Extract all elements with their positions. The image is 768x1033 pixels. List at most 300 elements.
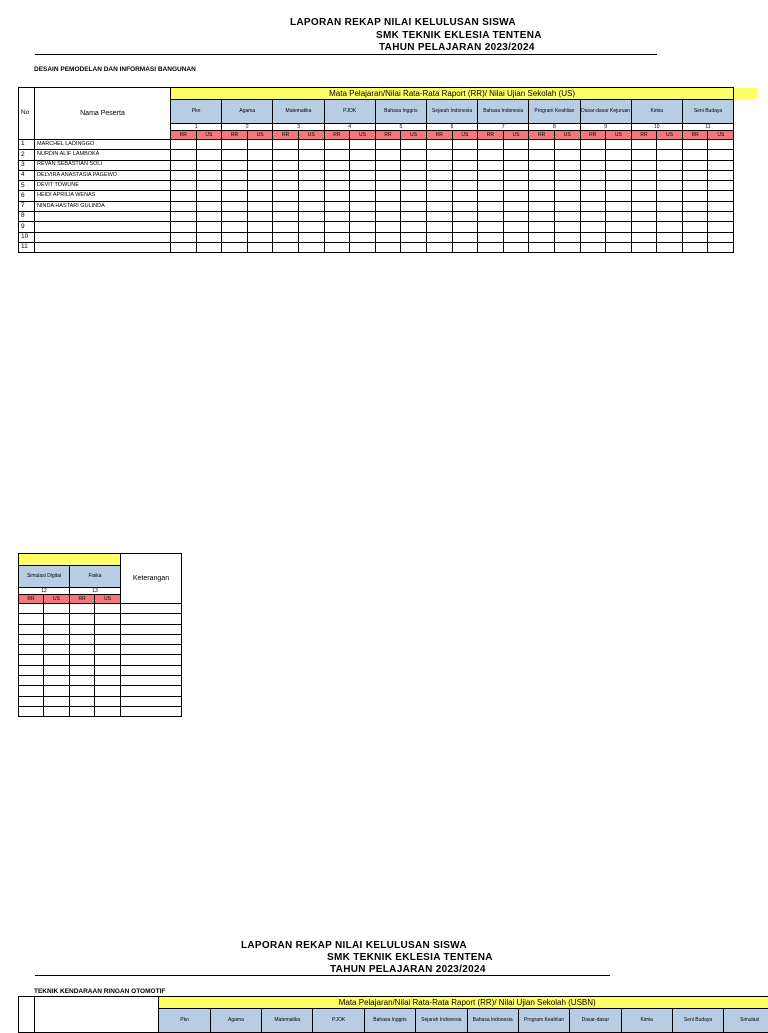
grade-cell[interactable] bbox=[247, 181, 273, 191]
grade-cell[interactable] bbox=[324, 201, 350, 211]
grade-cell[interactable] bbox=[19, 614, 44, 624]
grade-cell[interactable] bbox=[350, 170, 376, 180]
grade-cell[interactable] bbox=[171, 181, 197, 191]
grade-cell[interactable] bbox=[44, 624, 70, 634]
grade-cell[interactable] bbox=[529, 222, 555, 232]
grade-cell[interactable] bbox=[708, 232, 734, 242]
grade-cell[interactable] bbox=[606, 242, 632, 252]
grade-cell[interactable] bbox=[529, 181, 555, 191]
grade-cell[interactable] bbox=[452, 232, 478, 242]
grade-cell[interactable] bbox=[19, 634, 44, 644]
grade-cell[interactable] bbox=[657, 170, 683, 180]
grade-cell[interactable] bbox=[171, 201, 197, 211]
grade-cell[interactable] bbox=[44, 604, 70, 614]
grade-cell[interactable] bbox=[426, 242, 452, 252]
grade-cell[interactable] bbox=[682, 212, 708, 222]
grade-cell[interactable] bbox=[478, 222, 504, 232]
grade-cell[interactable] bbox=[478, 242, 504, 252]
grade-cell[interactable] bbox=[529, 170, 555, 180]
grade-cell[interactable] bbox=[657, 212, 683, 222]
grade-cell[interactable] bbox=[95, 696, 121, 706]
grade-cell[interactable] bbox=[44, 665, 70, 675]
grade-cell[interactable] bbox=[95, 665, 121, 675]
grade-cell[interactable] bbox=[375, 170, 401, 180]
grade-cell[interactable] bbox=[503, 150, 529, 160]
grade-cell[interactable] bbox=[196, 222, 222, 232]
grade-cell[interactable] bbox=[426, 201, 452, 211]
grade-cell[interactable] bbox=[529, 242, 555, 252]
grade-cell[interactable] bbox=[401, 181, 427, 191]
grade-cell[interactable] bbox=[247, 160, 273, 170]
grade-cell[interactable] bbox=[375, 212, 401, 222]
grade-cell[interactable] bbox=[375, 232, 401, 242]
grade-cell[interactable] bbox=[247, 242, 273, 252]
grade-cell[interactable] bbox=[606, 140, 632, 150]
grade-cell[interactable] bbox=[222, 232, 248, 242]
grade-cell[interactable] bbox=[708, 191, 734, 201]
grade-cell[interactable] bbox=[273, 222, 299, 232]
grade-cell[interactable] bbox=[298, 170, 324, 180]
keterangan-cell[interactable] bbox=[121, 624, 182, 634]
grade-cell[interactable] bbox=[222, 222, 248, 232]
grade-cell[interactable] bbox=[478, 150, 504, 160]
grade-cell[interactable] bbox=[452, 160, 478, 170]
grade-cell[interactable] bbox=[554, 201, 580, 211]
grade-cell[interactable] bbox=[70, 634, 95, 644]
grade-cell[interactable] bbox=[426, 191, 452, 201]
grade-cell[interactable] bbox=[196, 181, 222, 191]
grade-cell[interactable] bbox=[44, 686, 70, 696]
grade-cell[interactable] bbox=[324, 212, 350, 222]
grade-cell[interactable] bbox=[631, 160, 657, 170]
grade-cell[interactable] bbox=[529, 232, 555, 242]
grade-cell[interactable] bbox=[606, 191, 632, 201]
grade-cell[interactable] bbox=[606, 170, 632, 180]
grade-cell[interactable] bbox=[70, 645, 95, 655]
grade-cell[interactable] bbox=[503, 191, 529, 201]
grade-cell[interactable] bbox=[682, 170, 708, 180]
grade-cell[interactable] bbox=[196, 160, 222, 170]
grade-cell[interactable] bbox=[19, 676, 44, 686]
grade-cell[interactable] bbox=[247, 170, 273, 180]
grade-cell[interactable] bbox=[503, 140, 529, 150]
grade-cell[interactable] bbox=[580, 201, 606, 211]
grade-cell[interactable] bbox=[401, 201, 427, 211]
grade-cell[interactable] bbox=[426, 232, 452, 242]
grade-cell[interactable] bbox=[554, 212, 580, 222]
grade-cell[interactable] bbox=[95, 614, 121, 624]
grade-cell[interactable] bbox=[171, 242, 197, 252]
grade-cell[interactable] bbox=[324, 222, 350, 232]
grade-cell[interactable] bbox=[478, 140, 504, 150]
grade-cell[interactable] bbox=[580, 140, 606, 150]
keterangan-cell[interactable] bbox=[121, 686, 182, 696]
keterangan-cell[interactable] bbox=[121, 604, 182, 614]
grade-cell[interactable] bbox=[247, 212, 273, 222]
grade-cell[interactable] bbox=[375, 150, 401, 160]
grade-cell[interactable] bbox=[70, 655, 95, 665]
keterangan-cell[interactable] bbox=[121, 696, 182, 706]
grade-cell[interactable] bbox=[196, 150, 222, 160]
grade-cell[interactable] bbox=[580, 191, 606, 201]
grade-cell[interactable] bbox=[375, 201, 401, 211]
grade-cell[interactable] bbox=[657, 181, 683, 191]
grade-cell[interactable] bbox=[426, 160, 452, 170]
grade-cell[interactable] bbox=[44, 634, 70, 644]
grade-cell[interactable] bbox=[273, 212, 299, 222]
grade-cell[interactable] bbox=[247, 140, 273, 150]
grade-cell[interactable] bbox=[606, 150, 632, 160]
grade-cell[interactable] bbox=[529, 150, 555, 160]
grade-cell[interactable] bbox=[196, 170, 222, 180]
grade-cell[interactable] bbox=[682, 160, 708, 170]
grade-cell[interactable] bbox=[19, 706, 44, 716]
grade-cell[interactable] bbox=[682, 201, 708, 211]
grade-cell[interactable] bbox=[708, 181, 734, 191]
grade-cell[interactable] bbox=[247, 232, 273, 242]
grade-cell[interactable] bbox=[298, 140, 324, 150]
grade-cell[interactable] bbox=[631, 181, 657, 191]
grade-cell[interactable] bbox=[478, 201, 504, 211]
grade-cell[interactable] bbox=[273, 150, 299, 160]
grade-cell[interactable] bbox=[350, 212, 376, 222]
grade-cell[interactable] bbox=[95, 676, 121, 686]
grade-cell[interactable] bbox=[273, 232, 299, 242]
student-row bbox=[19, 140, 734, 150]
grade-cell[interactable] bbox=[580, 160, 606, 170]
grade-cell[interactable] bbox=[554, 181, 580, 191]
grade-cell[interactable] bbox=[324, 140, 350, 150]
grade-cell[interactable] bbox=[657, 150, 683, 160]
grade-cell[interactable] bbox=[273, 191, 299, 201]
keterangan-cell[interactable] bbox=[121, 676, 182, 686]
grade-cell[interactable] bbox=[401, 242, 427, 252]
grade-cell[interactable] bbox=[580, 170, 606, 180]
grade-cell[interactable] bbox=[375, 140, 401, 150]
grade-cell[interactable] bbox=[708, 201, 734, 211]
grade-cell[interactable] bbox=[19, 665, 44, 675]
grade-cell[interactable] bbox=[631, 222, 657, 232]
grade-cell[interactable] bbox=[478, 232, 504, 242]
grade-cell[interactable] bbox=[95, 706, 121, 716]
grade-cell[interactable] bbox=[631, 242, 657, 252]
grade-cell[interactable] bbox=[247, 191, 273, 201]
grade-cell[interactable] bbox=[273, 170, 299, 180]
grade-cell[interactable] bbox=[452, 212, 478, 222]
grade-cell[interactable] bbox=[426, 222, 452, 232]
grade-cell[interactable] bbox=[19, 624, 44, 634]
grade-cell[interactable] bbox=[452, 191, 478, 201]
grade-cell[interactable] bbox=[196, 191, 222, 201]
grade-cell[interactable] bbox=[196, 201, 222, 211]
grade-cell[interactable] bbox=[657, 242, 683, 252]
grade-cell[interactable] bbox=[606, 212, 632, 222]
grade-cell[interactable] bbox=[708, 160, 734, 170]
grade-cell[interactable] bbox=[375, 242, 401, 252]
grade-cell[interactable] bbox=[171, 222, 197, 232]
grade-cell[interactable] bbox=[478, 181, 504, 191]
grade-cell[interactable] bbox=[171, 160, 197, 170]
grade-cell[interactable] bbox=[631, 191, 657, 201]
grade-cell[interactable] bbox=[503, 242, 529, 252]
grade-cell[interactable] bbox=[478, 170, 504, 180]
grade-cell[interactable] bbox=[631, 201, 657, 211]
grade-cell[interactable] bbox=[606, 160, 632, 170]
grade-cell[interactable] bbox=[401, 212, 427, 222]
grade-cell[interactable] bbox=[298, 232, 324, 242]
grade-cell[interactable] bbox=[708, 212, 734, 222]
grade-cell[interactable] bbox=[222, 201, 248, 211]
grade-cell[interactable] bbox=[554, 160, 580, 170]
grade-cell[interactable] bbox=[375, 160, 401, 170]
grade-cell[interactable] bbox=[324, 160, 350, 170]
grade-cell[interactable] bbox=[298, 181, 324, 191]
grade-cell[interactable] bbox=[503, 212, 529, 222]
grade-cell[interactable] bbox=[708, 150, 734, 160]
grade-cell[interactable] bbox=[375, 191, 401, 201]
grade-cell[interactable] bbox=[401, 160, 427, 170]
grade-cell[interactable] bbox=[70, 706, 95, 716]
grade-cell[interactable] bbox=[70, 604, 95, 614]
grade-cell[interactable] bbox=[529, 140, 555, 150]
grade-cell[interactable] bbox=[682, 232, 708, 242]
grade-cell[interactable] bbox=[452, 242, 478, 252]
keterangan-cell[interactable] bbox=[121, 655, 182, 665]
grade-cell[interactable] bbox=[273, 201, 299, 211]
grade-cell[interactable] bbox=[44, 645, 70, 655]
grade-cell[interactable] bbox=[503, 181, 529, 191]
grade-cell[interactable] bbox=[19, 604, 44, 614]
grade-cell[interactable] bbox=[606, 201, 632, 211]
grade-cell[interactable] bbox=[580, 150, 606, 160]
grade-cell[interactable] bbox=[682, 222, 708, 232]
grade-cell[interactable] bbox=[503, 201, 529, 211]
grade-cell[interactable] bbox=[298, 150, 324, 160]
grade-cell[interactable] bbox=[171, 232, 197, 242]
grade-cell[interactable] bbox=[44, 696, 70, 706]
grade-cell[interactable] bbox=[529, 191, 555, 201]
grade-cell[interactable] bbox=[171, 140, 197, 150]
grade-cell[interactable] bbox=[631, 150, 657, 160]
grade-cell[interactable] bbox=[554, 222, 580, 232]
grade-cell[interactable] bbox=[19, 686, 44, 696]
grade-cell[interactable] bbox=[324, 170, 350, 180]
grade-cell[interactable] bbox=[95, 604, 121, 614]
grade-cell[interactable] bbox=[247, 201, 273, 211]
grade-cell[interactable] bbox=[95, 686, 121, 696]
grade-cell[interactable] bbox=[95, 645, 121, 655]
keterangan-cell[interactable] bbox=[121, 665, 182, 675]
grade-cell[interactable] bbox=[452, 150, 478, 160]
grade-cell[interactable] bbox=[554, 140, 580, 150]
grade-cell[interactable] bbox=[682, 181, 708, 191]
keterangan-cell[interactable] bbox=[121, 634, 182, 644]
grade-cell[interactable] bbox=[657, 140, 683, 150]
grade-cell[interactable] bbox=[580, 232, 606, 242]
grade-cell[interactable] bbox=[426, 170, 452, 180]
grade-cell[interactable] bbox=[298, 160, 324, 170]
grade-cell[interactable] bbox=[580, 222, 606, 232]
grade-cell[interactable] bbox=[478, 160, 504, 170]
grade-cell[interactable] bbox=[657, 191, 683, 201]
grade-cell[interactable] bbox=[324, 232, 350, 242]
grade-cell[interactable] bbox=[196, 232, 222, 242]
grade-cell[interactable] bbox=[350, 140, 376, 150]
grade-cell[interactable] bbox=[222, 160, 248, 170]
grade-cell[interactable] bbox=[657, 160, 683, 170]
grade-cell[interactable] bbox=[529, 160, 555, 170]
grade-cell[interactable] bbox=[70, 676, 95, 686]
grade-cell[interactable] bbox=[324, 181, 350, 191]
grade-cell[interactable] bbox=[708, 170, 734, 180]
grade-cell[interactable] bbox=[631, 140, 657, 150]
grade-cell[interactable] bbox=[503, 170, 529, 180]
grade-cell[interactable] bbox=[708, 242, 734, 252]
grade-cell[interactable] bbox=[350, 242, 376, 252]
grade-cell[interactable] bbox=[401, 140, 427, 150]
subject-number: 9 bbox=[580, 124, 631, 131]
grade-cell[interactable] bbox=[273, 242, 299, 252]
grade-cell[interactable] bbox=[222, 181, 248, 191]
grade-cell[interactable] bbox=[529, 212, 555, 222]
grade-cell[interactable] bbox=[606, 181, 632, 191]
grade-cell[interactable] bbox=[222, 242, 248, 252]
grade-cell[interactable] bbox=[452, 201, 478, 211]
grade-cell[interactable] bbox=[44, 706, 70, 716]
grade-cell[interactable] bbox=[401, 191, 427, 201]
grade-cell[interactable] bbox=[554, 232, 580, 242]
grade-cell[interactable] bbox=[350, 201, 376, 211]
grade-cell[interactable] bbox=[247, 222, 273, 232]
subject-header: Pkn bbox=[171, 100, 222, 124]
grade-cell[interactable] bbox=[324, 242, 350, 252]
grade-cell[interactable] bbox=[95, 634, 121, 644]
grade-cell[interactable] bbox=[657, 232, 683, 242]
grade-cell[interactable] bbox=[273, 140, 299, 150]
grade-cell[interactable] bbox=[298, 242, 324, 252]
grade-cell[interactable] bbox=[657, 222, 683, 232]
grade-cell[interactable] bbox=[452, 140, 478, 150]
grade-cell[interactable] bbox=[580, 212, 606, 222]
grade-cell[interactable] bbox=[350, 150, 376, 160]
grade-cell[interactable] bbox=[401, 150, 427, 160]
grade-cell[interactable] bbox=[682, 242, 708, 252]
grade-cell[interactable] bbox=[682, 191, 708, 201]
grade-cell[interactable] bbox=[44, 676, 70, 686]
grade-cell[interactable] bbox=[606, 222, 632, 232]
grade-cell[interactable] bbox=[503, 160, 529, 170]
grade-cell[interactable] bbox=[554, 191, 580, 201]
grade-cell[interactable] bbox=[375, 222, 401, 232]
grade-cell[interactable] bbox=[298, 222, 324, 232]
grade-cell[interactable] bbox=[452, 222, 478, 232]
grade-cell[interactable] bbox=[350, 232, 376, 242]
grade-cell[interactable] bbox=[273, 160, 299, 170]
grade-cell[interactable] bbox=[222, 212, 248, 222]
grade-cell[interactable] bbox=[247, 150, 273, 160]
grade-cell[interactable] bbox=[171, 212, 197, 222]
grade-cell[interactable] bbox=[95, 624, 121, 634]
grade-cell[interactable] bbox=[606, 232, 632, 242]
grade-cell[interactable] bbox=[19, 696, 44, 706]
grade-cell[interactable] bbox=[324, 191, 350, 201]
grade-cell[interactable] bbox=[682, 150, 708, 160]
keterangan-cell[interactable] bbox=[121, 614, 182, 624]
grade-cell[interactable] bbox=[682, 140, 708, 150]
grade-cell[interactable] bbox=[324, 150, 350, 160]
grade-cell[interactable] bbox=[350, 222, 376, 232]
keterangan-cell[interactable] bbox=[121, 645, 182, 655]
grade-cell[interactable] bbox=[44, 655, 70, 665]
grade-cell[interactable] bbox=[171, 150, 197, 160]
grade-cell[interactable] bbox=[708, 222, 734, 232]
grade-cell[interactable] bbox=[478, 212, 504, 222]
grade-cell[interactable] bbox=[70, 696, 95, 706]
grade-cell[interactable] bbox=[657, 201, 683, 211]
grade-cell[interactable] bbox=[70, 686, 95, 696]
grade-cell[interactable] bbox=[503, 232, 529, 242]
grade-cell[interactable] bbox=[426, 140, 452, 150]
grade-cell[interactable] bbox=[554, 150, 580, 160]
grade-cell[interactable] bbox=[298, 201, 324, 211]
keterangan-cell[interactable] bbox=[121, 706, 182, 716]
grade-cell[interactable] bbox=[554, 170, 580, 180]
grade-cell[interactable] bbox=[631, 212, 657, 222]
grade-cell[interactable] bbox=[452, 170, 478, 180]
grade-cell[interactable] bbox=[44, 614, 70, 624]
grade-cell[interactable] bbox=[426, 181, 452, 191]
grade-cell[interactable] bbox=[580, 181, 606, 191]
grade-cell[interactable] bbox=[580, 242, 606, 252]
grade-cell[interactable] bbox=[298, 212, 324, 222]
grade-cell[interactable] bbox=[70, 614, 95, 624]
grade-cell[interactable] bbox=[708, 140, 734, 150]
grade-cell[interactable] bbox=[529, 201, 555, 211]
grade-cell[interactable] bbox=[350, 191, 376, 201]
grade-cell[interactable] bbox=[95, 655, 121, 665]
grade-cell[interactable] bbox=[171, 170, 197, 180]
grade-cell[interactable] bbox=[401, 170, 427, 180]
grade-cell[interactable] bbox=[375, 181, 401, 191]
grade-cell[interactable] bbox=[222, 170, 248, 180]
grade-cell[interactable] bbox=[70, 665, 95, 675]
grade-cell[interactable] bbox=[196, 212, 222, 222]
grade-cell[interactable] bbox=[171, 191, 197, 201]
grade-cell[interactable] bbox=[478, 191, 504, 201]
grade-cell[interactable] bbox=[503, 222, 529, 232]
grade-cell[interactable] bbox=[19, 645, 44, 655]
grade-cell[interactable] bbox=[554, 242, 580, 252]
grade-cell[interactable] bbox=[350, 160, 376, 170]
grade-cell[interactable] bbox=[401, 222, 427, 232]
grade-cell[interactable] bbox=[426, 212, 452, 222]
grade-cell[interactable] bbox=[196, 140, 222, 150]
grade-cell[interactable] bbox=[222, 150, 248, 160]
grade-cell[interactable] bbox=[426, 150, 452, 160]
grade-cell[interactable] bbox=[222, 191, 248, 201]
grade-cell[interactable] bbox=[452, 181, 478, 191]
grade-cell[interactable] bbox=[19, 655, 44, 665]
grade-cell[interactable] bbox=[222, 140, 248, 150]
grade-cell[interactable] bbox=[631, 170, 657, 180]
grade-cell[interactable] bbox=[70, 624, 95, 634]
grade-cell[interactable] bbox=[298, 191, 324, 201]
grade-cell[interactable] bbox=[350, 181, 376, 191]
grade-cell[interactable] bbox=[631, 232, 657, 242]
grade-cell[interactable] bbox=[401, 232, 427, 242]
grade-cell[interactable] bbox=[273, 181, 299, 191]
grade-cell[interactable] bbox=[196, 242, 222, 252]
